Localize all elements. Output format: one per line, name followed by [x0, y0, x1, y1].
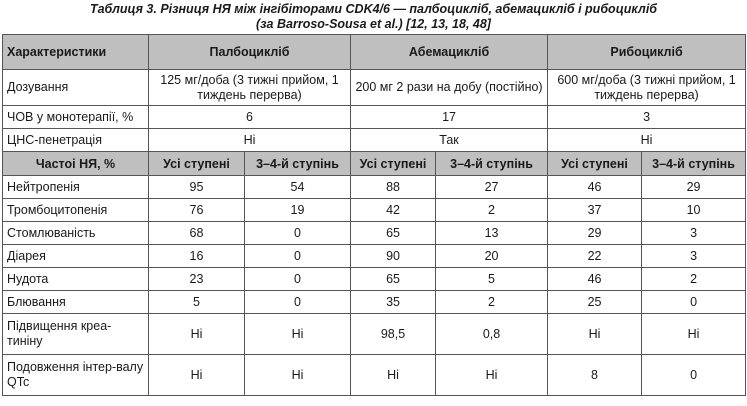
cns-label: ЦНС-пенетрація [3, 129, 149, 152]
ae-label: Діарея [3, 245, 149, 268]
ae-header-palbo-34: 3–4-й ступінь [245, 152, 351, 176]
table-row [3, 355, 746, 396]
dosing-abemaciclib: 200 мг 2 рази на добу (постійно) [351, 70, 548, 106]
header-ribociclib: Рибоцикліб [548, 35, 746, 70]
ae-label: Блювання [3, 291, 149, 314]
ae-value: 8 [548, 355, 642, 396]
orr-row [3, 106, 746, 129]
dosing-row [3, 70, 746, 106]
ae-header-abema-all: Усі ступені [351, 152, 436, 176]
ae-label: Подовження інтер-валу QTc [3, 355, 149, 396]
header-row [3, 35, 746, 70]
ae-label: Нудота [3, 268, 149, 291]
ae-header-row [3, 152, 746, 176]
dosing-palbociclib: 125 мг/доба (3 тижні прийом, 1 тиждень перерва) [149, 70, 351, 106]
ae-value: 0 [245, 291, 351, 314]
dosing-ribociclib: 600 мг/доба (3 тижні прийом, 1 тиждень перерва) [548, 70, 746, 106]
ae-value: 3 [642, 222, 746, 245]
ae-label: Тромбоцитопенія [3, 199, 149, 222]
ae-value: 76 [149, 199, 245, 222]
ae-value: 42 [351, 199, 436, 222]
dosing-label: Дозування [3, 70, 149, 106]
ae-value: 0 [245, 268, 351, 291]
ae-header-abema-34: 3–4-й ступінь [436, 152, 548, 176]
ae-value: 29 [642, 176, 746, 199]
ae-value: 37 [548, 199, 642, 222]
ae-value: 27 [436, 176, 548, 199]
orr-label: ЧОВ у монотерапії, % [3, 106, 149, 129]
ae-value: 98,5 [351, 314, 436, 355]
header-palbociclib: Палбоцикліб [149, 35, 351, 70]
orr-ribociclib: 3 [548, 106, 746, 129]
ae-value: 22 [548, 245, 642, 268]
cdk46-comparison-table [2, 34, 746, 396]
ae-value: 16 [149, 245, 245, 268]
ae-value: 10 [642, 199, 746, 222]
ae-value: 68 [149, 222, 245, 245]
caption-title: Таблиця 3. Різниця НЯ між інгібіторами CDK4/6 — палбоцикліб, абемацикліб і рибоцикліб [89, 2, 658, 16]
ae-value: 23 [149, 268, 245, 291]
orr-abemaciclib: 17 [351, 106, 548, 129]
ae-value: 54 [245, 176, 351, 199]
cns-row [3, 129, 746, 152]
header-abemaciclib: Абемацикліб [351, 35, 548, 70]
ae-value: 3 [642, 245, 746, 268]
table-caption [0, 0, 747, 34]
ae-value: 29 [548, 222, 642, 245]
ae-value: Ні [149, 314, 245, 355]
ae-value: Ні [548, 314, 642, 355]
ae-value: 88 [351, 176, 436, 199]
ae-value: 46 [548, 268, 642, 291]
ae-value: 0 [245, 245, 351, 268]
ae-header-ribo-all: Усі ступені [548, 152, 642, 176]
ae-value: Ні [351, 355, 436, 396]
header-characteristics: Характеристики [3, 35, 149, 70]
ae-value: 0 [642, 355, 746, 396]
table-row [3, 314, 746, 355]
ae-label: Нейтропенія [3, 176, 149, 199]
ae-value: 0,8 [436, 314, 548, 355]
table-row [3, 268, 746, 291]
ae-value: 2 [436, 199, 548, 222]
cns-ribociclib: Ні [548, 129, 746, 152]
ae-value: Ні [245, 355, 351, 396]
table-row [3, 199, 746, 222]
ae-value: 0 [245, 222, 351, 245]
ae-label: Стомлюваність [3, 222, 149, 245]
ae-value: 46 [548, 176, 642, 199]
table-row [3, 222, 746, 245]
orr-palbociclib: 6 [149, 106, 351, 129]
ae-label: Підвищення креа-тиніну [3, 314, 149, 355]
ae-value: 2 [642, 268, 746, 291]
cns-palbociclib: Ні [149, 129, 351, 152]
ae-header-ribo-34: 3–4-й ступінь [642, 152, 746, 176]
ae-value: 35 [351, 291, 436, 314]
ae-header-label: Частоі НЯ, % [3, 152, 149, 176]
ae-value: 25 [548, 291, 642, 314]
ae-value: Ні [149, 355, 245, 396]
ae-value: Ні [642, 314, 746, 355]
table-row [3, 176, 746, 199]
ae-value: 5 [436, 268, 548, 291]
ae-value: 20 [436, 245, 548, 268]
ae-value: 65 [351, 222, 436, 245]
ae-value: 95 [149, 176, 245, 199]
ae-value: 65 [351, 268, 436, 291]
ae-value: 5 [149, 291, 245, 314]
ae-value: Ні [436, 355, 548, 396]
ae-value: 90 [351, 245, 436, 268]
ae-header-palbo-all: Усі ступені [149, 152, 245, 176]
ae-value: 2 [436, 291, 548, 314]
ae-value: Ні [245, 314, 351, 355]
ae-value: 19 [245, 199, 351, 222]
ae-value: 0 [642, 291, 746, 314]
cns-abemaciclib: Так [351, 129, 548, 152]
table-row [3, 291, 746, 314]
ae-value: 13 [436, 222, 548, 245]
table-row [3, 245, 746, 268]
caption-source: (за Barroso-Sousa et al.) [12, 13, 18, 48] [256, 17, 491, 31]
